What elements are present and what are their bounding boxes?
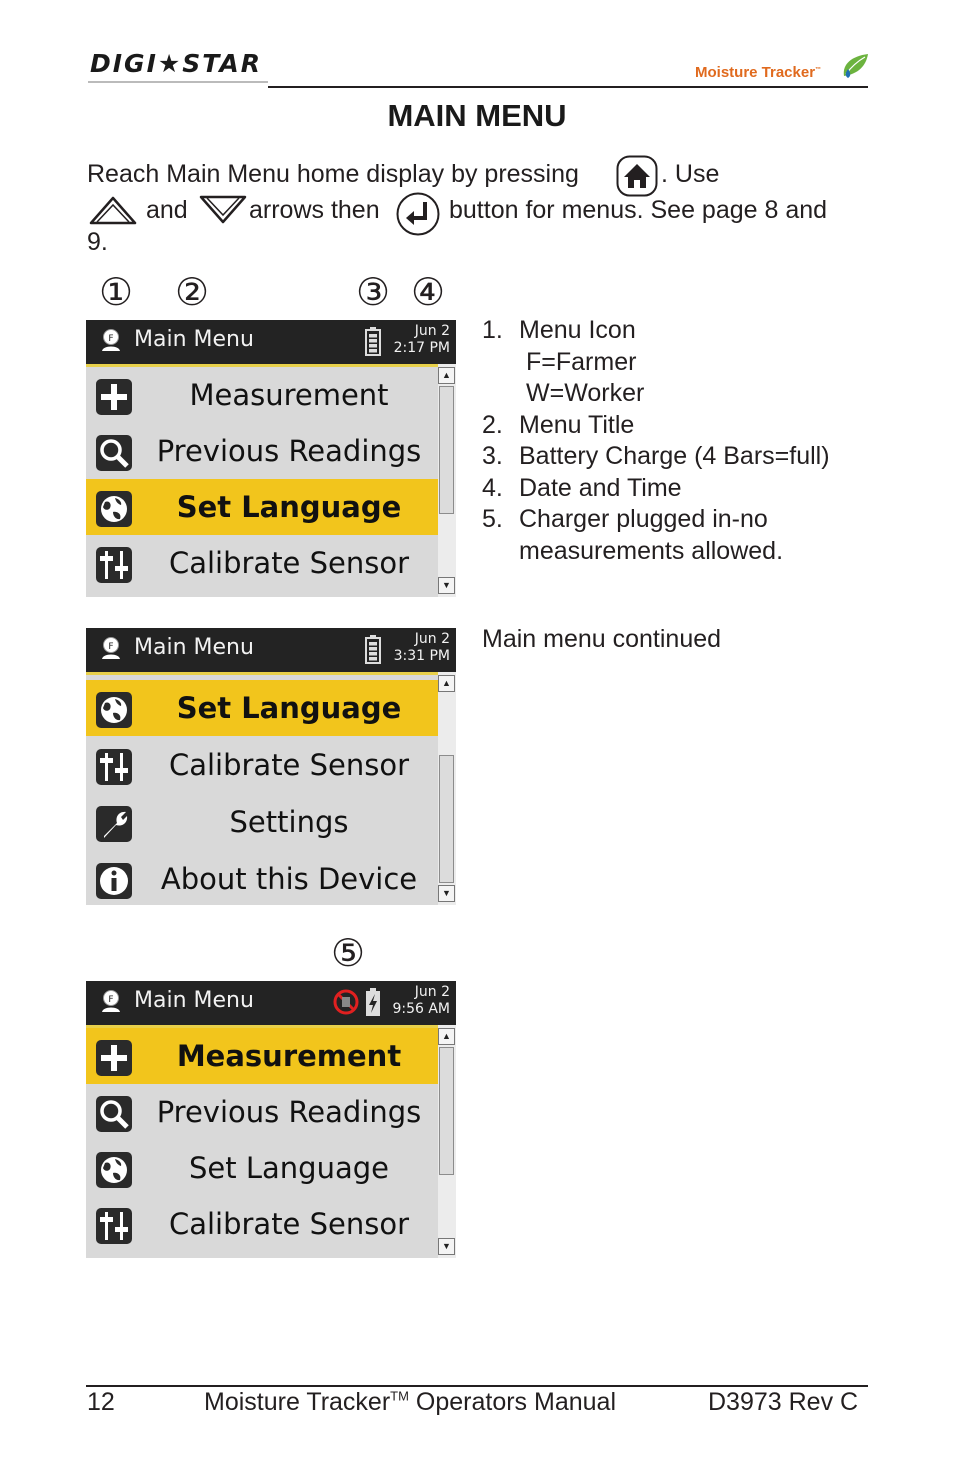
scroll-up-button[interactable]: ▲ bbox=[438, 675, 455, 692]
legend-item-1-sub2: W=Worker bbox=[526, 379, 645, 407]
date-time bbox=[394, 631, 450, 665]
scrollbar[interactable] bbox=[438, 672, 456, 905]
menu-item-label: Settings bbox=[229, 805, 349, 839]
menu-item-previous-readings[interactable] bbox=[86, 423, 438, 479]
date-text: Jun 2 bbox=[414, 323, 450, 339]
document-number: D3973 Rev C bbox=[708, 1388, 859, 1416]
callout-1: ① bbox=[99, 270, 134, 314]
menu-item-calibrate-sensor[interactable] bbox=[86, 535, 438, 591]
scroll-down-button[interactable]: ▼ bbox=[438, 885, 455, 902]
screen-main-menu-1 bbox=[86, 320, 456, 597]
time-text: 2:17 PM bbox=[393, 340, 450, 356]
screen-topbar bbox=[86, 320, 456, 364]
date-text: Jun 2 bbox=[414, 631, 450, 647]
menu-item-label: About this Device bbox=[160, 862, 418, 896]
menu-item-set-language[interactable] bbox=[86, 680, 438, 736]
plus-icon bbox=[95, 1039, 133, 1077]
sliders-icon bbox=[95, 748, 133, 786]
up-arrow-icon bbox=[88, 194, 138, 226]
screen-main-menu-2 bbox=[86, 628, 456, 905]
scroll-up-button[interactable]: ▲ bbox=[438, 367, 455, 384]
farmer-menu-icon bbox=[100, 329, 122, 351]
legend-number: 1. bbox=[482, 316, 503, 344]
menu-item-label: Set Language bbox=[176, 691, 402, 725]
svg-text:F: F bbox=[108, 995, 114, 1005]
menu-title: Main Menu bbox=[134, 327, 254, 352]
manual-title-a: Moisture Tracker bbox=[204, 1388, 391, 1416]
callout-2: ② bbox=[175, 270, 210, 314]
sliders-icon bbox=[95, 1207, 133, 1245]
legend-number: 4. bbox=[482, 473, 503, 502]
screen-main-menu-3 bbox=[86, 981, 456, 1258]
menu-item-label: Calibrate Sensor bbox=[168, 1207, 410, 1241]
scrollbar[interactable] bbox=[438, 364, 456, 597]
legend-item-4 bbox=[482, 473, 830, 505]
farmer-menu-icon bbox=[100, 637, 122, 659]
no-measurement-icon bbox=[332, 988, 360, 1016]
time-text: 3:31 PM bbox=[393, 648, 450, 664]
legend-text: Menu Title bbox=[519, 410, 635, 439]
menu-item-settings[interactable] bbox=[86, 794, 438, 850]
legend-text: Charger plugged in-no bbox=[519, 505, 768, 533]
date-time bbox=[394, 323, 450, 357]
menu-item-measurement[interactable] bbox=[86, 1028, 438, 1084]
scroll-down-button[interactable]: ▼ bbox=[438, 577, 455, 594]
intro-arrows-then: arrows then bbox=[249, 196, 380, 224]
callout-3: ③ bbox=[356, 270, 391, 314]
globe-icon bbox=[95, 1151, 133, 1189]
callout-4: ④ bbox=[411, 270, 446, 314]
legend-text: Date and Time bbox=[519, 473, 682, 502]
menu-item-label: Set Language bbox=[176, 490, 402, 524]
scroll-up-button[interactable]: ▲ bbox=[438, 1028, 455, 1045]
farmer-menu-icon bbox=[100, 990, 122, 1012]
legend-list bbox=[482, 315, 830, 567]
battery-icon bbox=[365, 327, 381, 356]
charging-battery-icon bbox=[365, 988, 381, 1017]
brand-tm: ™ bbox=[815, 67, 822, 73]
legend-item-2 bbox=[482, 410, 830, 442]
legend-item-1-sub1: F=Farmer bbox=[526, 347, 637, 376]
down-arrow-icon bbox=[198, 194, 248, 226]
screen-topbar bbox=[86, 628, 456, 672]
header-rule bbox=[268, 86, 868, 88]
intro-line2-end: button for menus. See page 8 and bbox=[449, 196, 828, 224]
menu-item-set-language[interactable] bbox=[86, 1140, 438, 1196]
legend-number: 3. bbox=[482, 442, 503, 470]
screen-topbar bbox=[86, 981, 456, 1025]
legend-text: Menu Icon bbox=[519, 316, 636, 344]
menu-item-label: Measurement bbox=[176, 1039, 402, 1073]
date-time bbox=[392, 984, 450, 1018]
menu-item-label: Calibrate Sensor bbox=[168, 748, 410, 782]
manual-title-b: Operators Manual bbox=[408, 1388, 616, 1416]
globe-icon bbox=[95, 490, 133, 528]
scroll-down-button[interactable]: ▼ bbox=[438, 1238, 455, 1255]
intro-line1: Reach Main Menu home display by pressing bbox=[87, 160, 579, 188]
digistar-logo: DIGI★STAR bbox=[90, 49, 263, 78]
menu-item-previous-readings[interactable] bbox=[86, 1084, 438, 1140]
svg-text:F: F bbox=[108, 334, 114, 344]
legend-number: 5. bbox=[482, 505, 503, 533]
enter-button-icon bbox=[395, 192, 441, 236]
manual-title bbox=[204, 1388, 616, 1417]
menu-item-label: Previous Readings bbox=[156, 434, 422, 468]
legend-item-5-cont: measurements allowed. bbox=[519, 536, 784, 565]
brand-text: Moisture Tracker bbox=[695, 64, 816, 81]
menu-title: Main Menu bbox=[134, 988, 254, 1013]
page-number: 12 bbox=[87, 1388, 115, 1416]
title-strip bbox=[86, 672, 456, 675]
legend-item-3 bbox=[482, 441, 830, 473]
scrollbar[interactable] bbox=[438, 1025, 456, 1258]
wrench-icon bbox=[95, 805, 133, 843]
home-button-icon bbox=[616, 155, 658, 197]
legend-item-5 bbox=[482, 504, 830, 536]
legend-item-1 bbox=[482, 315, 830, 347]
legend-number: 2. bbox=[482, 410, 503, 439]
magnifier-icon bbox=[95, 1095, 133, 1133]
sliders-icon bbox=[95, 546, 133, 584]
menu-item-label: Set Language bbox=[189, 1151, 389, 1185]
leaf-drop-icon bbox=[838, 52, 870, 82]
scroll-thumb[interactable] bbox=[439, 386, 454, 514]
date-text: Jun 2 bbox=[414, 984, 450, 1000]
menu-item-label: Previous Readings bbox=[156, 1095, 422, 1129]
menu-item-calibrate-sensor[interactable] bbox=[86, 1196, 438, 1252]
menu-item-calibrate-sensor[interactable] bbox=[86, 737, 438, 793]
intro-and: and bbox=[146, 196, 188, 224]
menu-item-label: Measurement bbox=[189, 378, 389, 412]
continued-note: Main menu continued bbox=[482, 625, 722, 653]
logo-underline bbox=[88, 81, 268, 83]
manual-tm: TM bbox=[390, 1388, 409, 1404]
time-text: 9:56 AM bbox=[392, 1001, 450, 1017]
menu-title: Main Menu bbox=[134, 635, 254, 660]
menu-item-about-this-device[interactable] bbox=[86, 851, 438, 905]
plus-icon bbox=[95, 378, 133, 416]
info-icon bbox=[95, 862, 133, 900]
globe-icon bbox=[95, 691, 133, 729]
intro-line1-end: . Use bbox=[661, 160, 720, 188]
svg-text:F: F bbox=[108, 642, 114, 652]
menu-item-measurement[interactable] bbox=[86, 367, 438, 423]
menu-item-set-language[interactable] bbox=[86, 479, 438, 535]
footer-rule bbox=[86, 1385, 868, 1387]
battery-icon bbox=[365, 635, 381, 664]
magnifier-icon bbox=[95, 434, 133, 472]
menu-item-label: Calibrate Sensor bbox=[168, 546, 410, 580]
scroll-thumb[interactable] bbox=[439, 755, 454, 883]
legend-text: Battery Charge (4 Bars=full) bbox=[519, 442, 830, 470]
intro-line3: 9. bbox=[87, 228, 108, 256]
brand-name bbox=[695, 64, 821, 81]
page-title: MAIN MENU bbox=[387, 98, 567, 133]
scroll-thumb[interactable] bbox=[439, 1047, 454, 1175]
callout-5: ⑤ bbox=[331, 931, 366, 975]
